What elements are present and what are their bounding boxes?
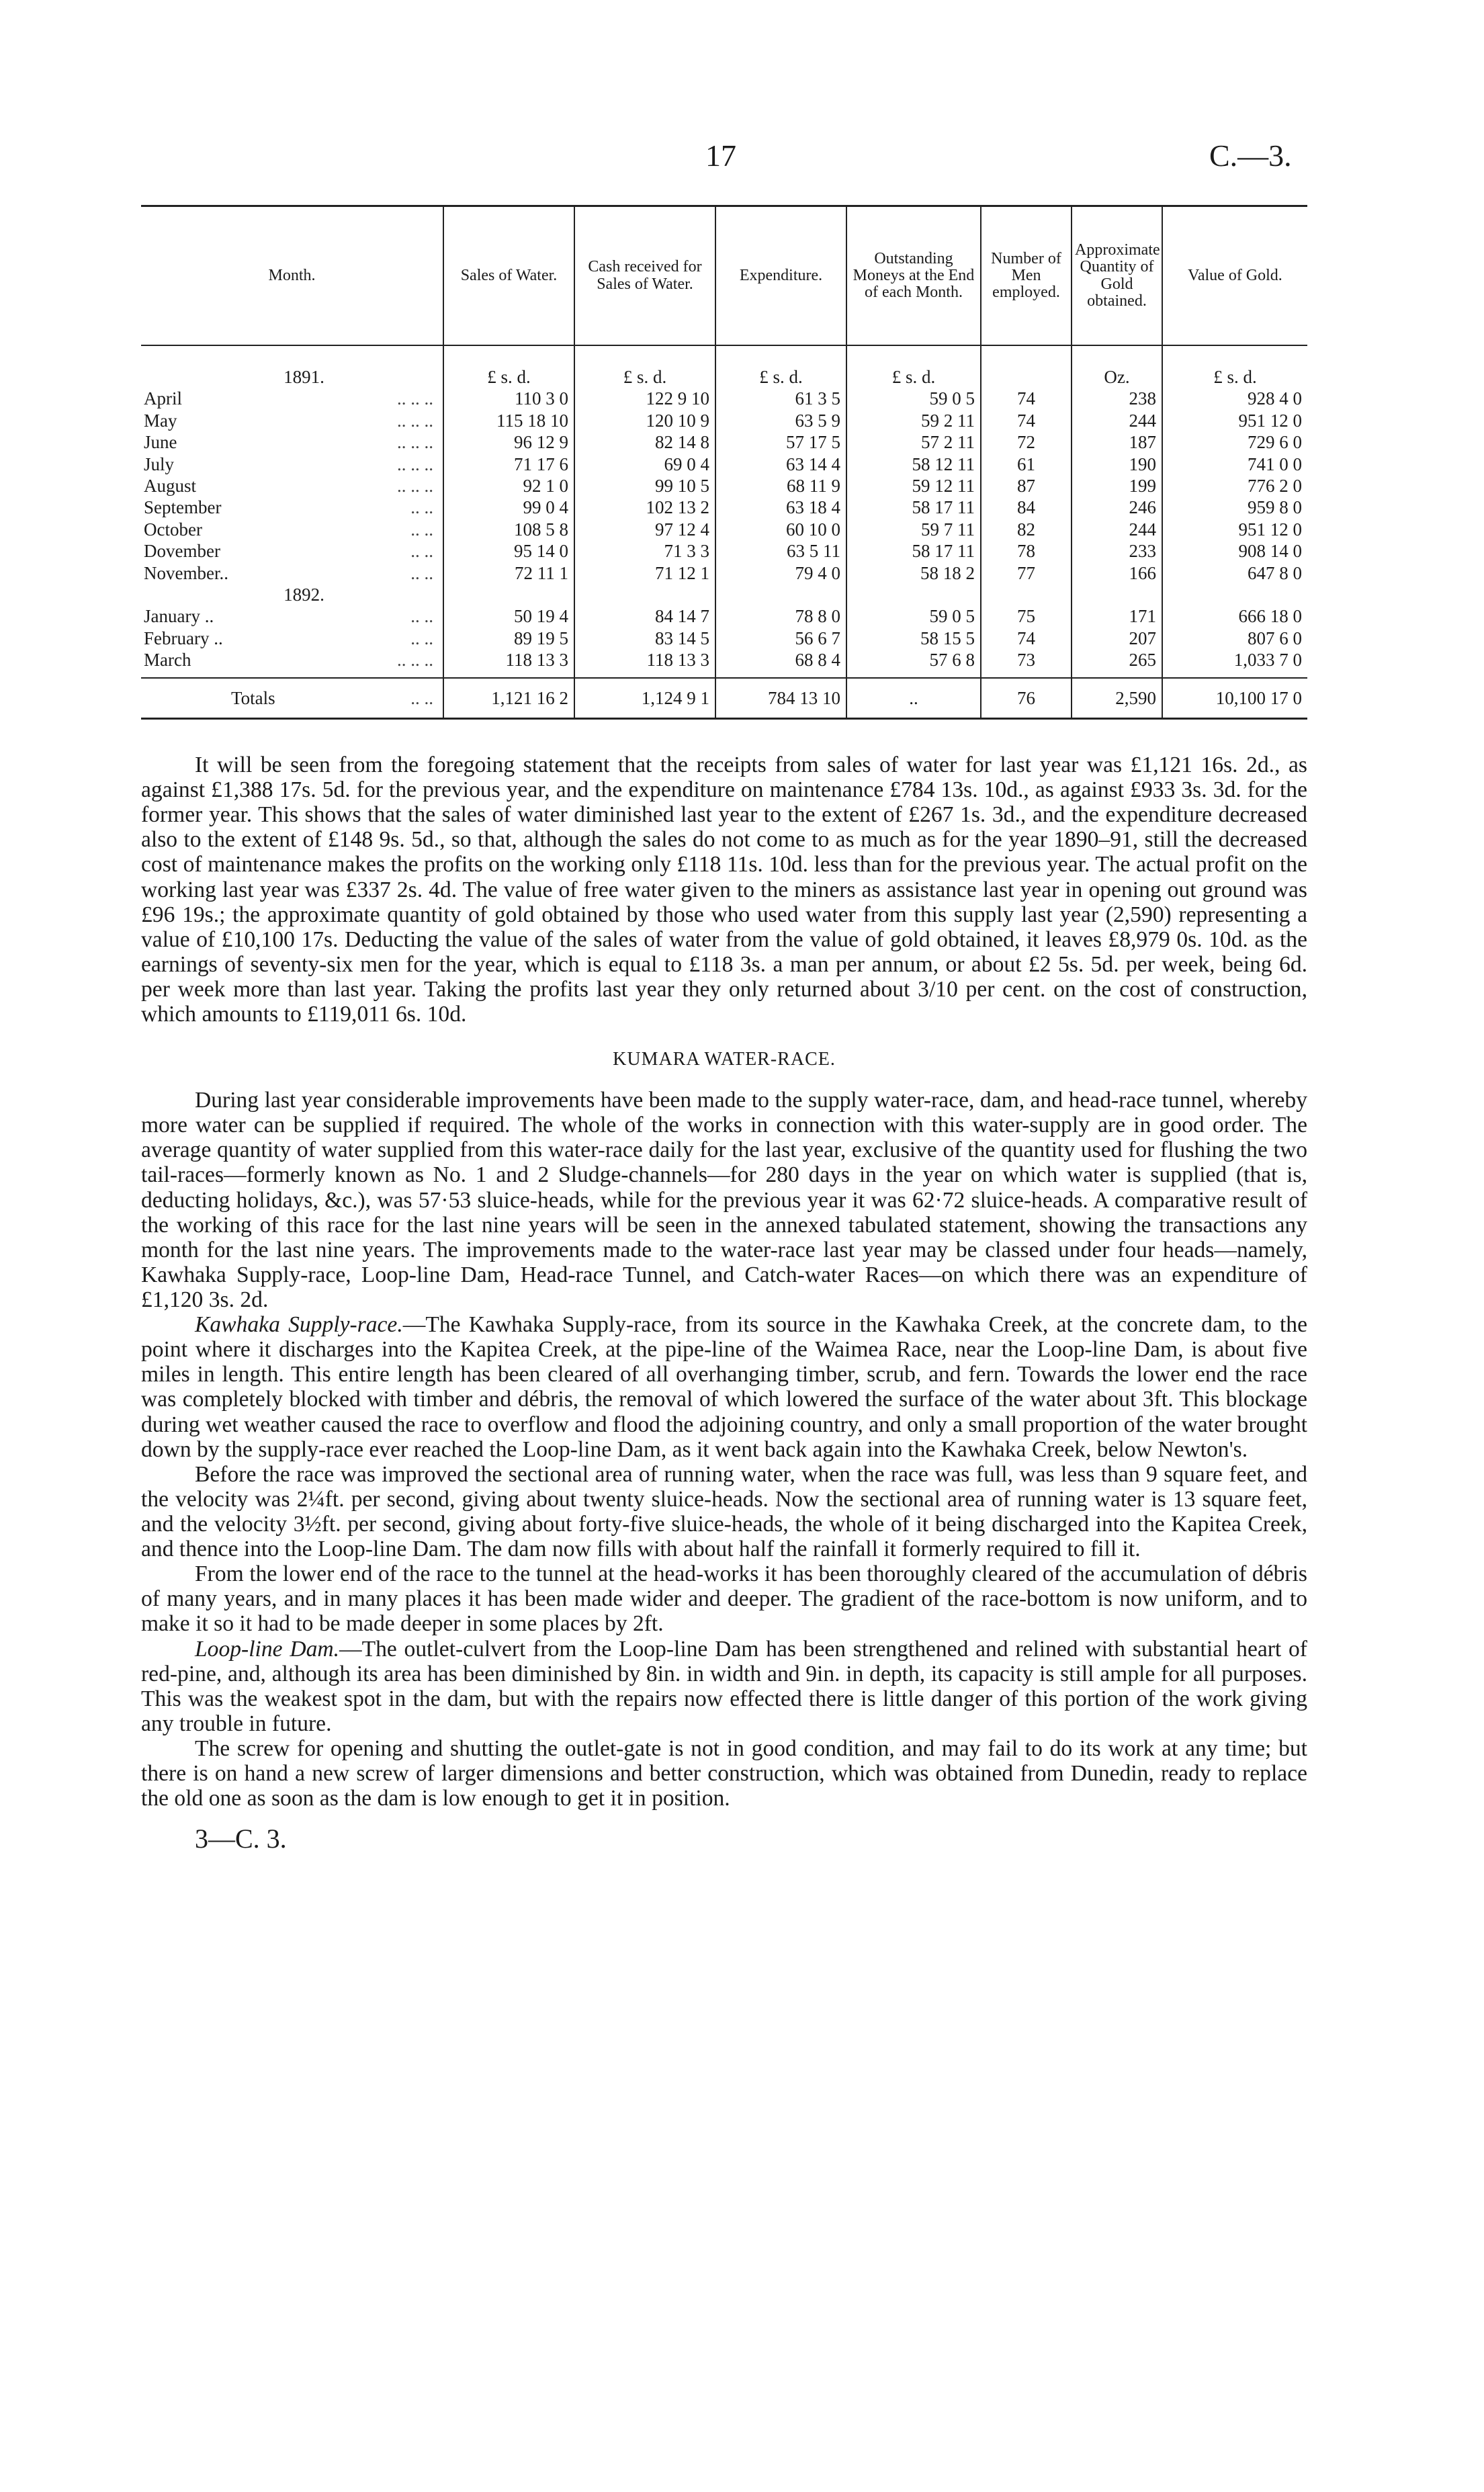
gold-quantity-cell: 265 xyxy=(1072,649,1162,678)
expenditure-cell: 63 18 4 xyxy=(715,497,846,518)
col-header-gold-value: Value of Gold. xyxy=(1162,207,1307,345)
men-cell: 77 xyxy=(981,562,1072,584)
gold-value-cell: 776 2 0 xyxy=(1162,475,1307,497)
col-header-cash: Cash received for Sales of Water. xyxy=(574,207,715,345)
gold-value-cell: 951 12 0 xyxy=(1162,519,1307,540)
gold-value-cell: 1,033 7 0 xyxy=(1162,649,1307,678)
totals-label: Totals xyxy=(231,688,275,709)
unit-label: £ s. d. xyxy=(574,345,715,388)
unit-label: £ s. d. xyxy=(846,345,981,388)
table-header-row xyxy=(141,207,1307,345)
paragraph-improvements: During last year considerable improvements have been made to the supply water-race, dam, and head-race tunnel, whereby more water can be supplied if required. The whole of the works in connection with this water-supply are in good order. The average quantity of water supplied from this water-race daily for the last year, exclusive of the quantity used for flushing the two tail-races—formerly known as No. 1 and 2 Sludge-channels—for 280 days in the year on which water is supplied (that is, deducting holidays, &c.), was 57·53 sluice-heads, while for the previous year it was 62·72 sluice-heads. A comparative result of the working of this race for the last nine years will be seen in the annexed tabulated statement, showing the transactions any month for the last nine years. The improvements made to the water-race last year may be classed under four heads—namely, Kawhaka Supply-race, Loop-line Dam, Head-race Tunnel, and Catch-water Races—on which there was an expenditure of £1,120 3s. 2d. xyxy=(141,1088,1307,1313)
men-cell: 82 xyxy=(981,519,1072,540)
sales-cell: 72 11 1 xyxy=(443,562,574,584)
paragraph-loop-line xyxy=(141,1637,1307,1736)
outstanding-cell: 58 12 11 xyxy=(846,454,981,475)
month-cell: November.. xyxy=(144,562,228,583)
gold-quantity-cell: 207 xyxy=(1072,628,1162,649)
outstanding-cell: 57 2 11 xyxy=(846,431,981,453)
men-cell: 87 xyxy=(981,475,1072,497)
cash-total: 1,124 9 1 xyxy=(574,678,715,718)
sales-cell: 92 1 0 xyxy=(443,475,574,497)
table-row: May .. .. .. 115 18 10 120 10 9 63 5 9 59 2 11 74 244 951 12 0 xyxy=(141,410,1307,431)
expenditure-cell: 63 14 4 xyxy=(715,454,846,475)
gold-quantity-cell: 166 xyxy=(1072,562,1162,584)
outstanding-cell: 58 18 2 xyxy=(846,562,981,584)
cash-cell: 120 10 9 xyxy=(574,410,715,431)
month-cell: August xyxy=(144,475,197,496)
cash-cell: 84 14 7 xyxy=(574,605,715,627)
table-row: June .. .. .. 96 12 9 82 14 8 57 17 5 57 2 11 72 187 729 6 0 xyxy=(141,431,1307,453)
month-cell: October xyxy=(144,519,202,540)
month-cell: Dovember xyxy=(144,541,220,562)
col-header-gold-quantity: Approximate Quantity of Gold obtained. xyxy=(1072,207,1162,345)
expenditure-cell: 68 8 4 xyxy=(715,649,846,678)
sales-cell: 96 12 9 xyxy=(443,431,574,453)
expenditure-cell: 56 6 7 xyxy=(715,628,846,649)
paragraph-debris: From the lower end of the race to the tunnel at the head-works it has been thoroughly cleared of the accumulation of débris of many years, and in many places it has been made wider and deeper. The gradient of the race-bottom is now uniform, and to make it so it had to be made deeper in some places by 2ft. xyxy=(141,1561,1307,1637)
gold-value-cell: 666 18 0 xyxy=(1162,605,1307,627)
cash-cell: 122 9 10 xyxy=(574,388,715,409)
outstanding-cell: 59 12 11 xyxy=(846,475,981,497)
col-header-expenditure: Expenditure. xyxy=(715,207,846,345)
paragraph-kawhaka xyxy=(141,1312,1307,1462)
col-header-month: Month. xyxy=(141,207,443,345)
gold-value-cell: 741 0 0 xyxy=(1162,454,1307,475)
men-cell: 74 xyxy=(981,410,1072,431)
gold-value-cell: 959 8 0 xyxy=(1162,497,1307,518)
month-cell: June xyxy=(144,432,177,453)
table-row: Dovember .. .. 95 14 0 71 3 3 63 5 11 58 17 11 78 233 908 14 0 xyxy=(141,540,1307,562)
men-cell: 74 xyxy=(981,628,1072,649)
cash-cell: 99 10 5 xyxy=(574,475,715,497)
expenditure-cell: 63 5 11 xyxy=(715,540,846,562)
table-row: November.. .. .. 72 11 1 71 12 1 79 4 0 58 18 2 77 166 647 8 0 xyxy=(141,562,1307,584)
year-label: 1891. xyxy=(283,367,324,387)
expenditure-cell: 78 8 0 xyxy=(715,605,846,627)
men-cell: 73 xyxy=(981,649,1072,678)
kawhaka-lead: Kawhaka Supply-race. xyxy=(195,1312,403,1338)
sales-cell: 108 5 8 xyxy=(443,519,574,540)
cash-cell: 102 13 2 xyxy=(574,497,715,518)
table-row: April .. .. .. 110 3 0 122 9 10 61 3 5 59 0 5 74 238 928 4 0 xyxy=(141,388,1307,409)
sales-cell: 50 19 4 xyxy=(443,605,574,627)
men-cell: 74 xyxy=(981,388,1072,409)
table-row: February .. .. .. 89 19 5 83 14 5 56 6 7 58 15 5 74 207 807 6 0 xyxy=(141,628,1307,649)
col-header-outstanding: Outstanding Moneys at the End of each Month. xyxy=(846,207,981,345)
table-row: October .. .. 108 5 8 97 12 4 60 10 0 59 7 11 82 244 951 12 0 xyxy=(141,519,1307,540)
outstanding-cell: 58 15 5 xyxy=(846,628,981,649)
year-label: 1892. xyxy=(283,584,324,605)
kawhaka-text: —The Kawhaka Supply-race, from its source in the Kawhaka Creek, at the concrete dam, to the point where it discharges into the Kapitea Creek, at the pipe-line of the Waimea Race, near the Loop-line Dam, is about five miles in length. This entire length has been cleared of all overhanging timber, scrub, and fern. Towards the lower end the race was completely blocked with timber and débris, the removal of which lowered the surface of the water about 3ft. This blockage during wet weather caused the race to overflow and flood the adjoining country, and only a small proportion of the water brought down by the supply-race ever reached the Loop-line Dam, as it went back again into the Kawhaka Creek, below Newton's. xyxy=(141,1312,1307,1462)
table-row: September .. .. 99 0 4 102 13 2 63 18 4 58 17 11 84 246 959 8 0 xyxy=(141,497,1307,518)
cash-cell: 69 0 4 xyxy=(574,454,715,475)
gold-quantity-cell: 233 xyxy=(1072,540,1162,562)
month-cell: July xyxy=(144,454,175,474)
month-cell: March xyxy=(144,650,191,671)
men-total: 76 xyxy=(981,678,1072,718)
loop-line-lead: Loop-line Dam. xyxy=(195,1636,340,1662)
gold-value-cell: 951 12 0 xyxy=(1162,410,1307,431)
unit-label: £ s. d. xyxy=(443,345,574,388)
gold-value-cell: 807 6 0 xyxy=(1162,628,1307,649)
sales-cell: 89 19 5 xyxy=(443,628,574,649)
col-header-sales: Sales of Water. xyxy=(443,207,574,345)
table-row: July .. .. .. 71 17 6 69 0 4 63 14 4 58 12 11 61 190 741 0 0 xyxy=(141,454,1307,475)
gold-quantity-cell: 246 xyxy=(1072,497,1162,518)
month-cell: February .. xyxy=(144,628,223,648)
outstanding-cell: 59 0 5 xyxy=(846,388,981,409)
cash-cell: 83 14 5 xyxy=(574,628,715,649)
document-reference: C.—3. xyxy=(1209,138,1292,173)
page-number: 17 xyxy=(705,138,736,173)
section-heading: KUMARA WATER-RACE. xyxy=(613,1049,836,1070)
table-row: January .. .. .. 50 19 4 84 14 7 78 8 0 59 0 5 75 171 666 18 0 xyxy=(141,605,1307,627)
water-sales-table xyxy=(141,205,1307,720)
outstanding-cell: 59 7 11 xyxy=(846,519,981,540)
sales-cell: 95 14 0 xyxy=(443,540,574,562)
men-cell: 75 xyxy=(981,605,1072,627)
gold-quantity-cell: 244 xyxy=(1072,410,1162,431)
month-cell: January .. xyxy=(144,606,214,627)
sales-cell: 118 13 3 xyxy=(443,649,574,678)
gold-quantity-cell: 199 xyxy=(1072,475,1162,497)
cash-cell: 97 12 4 xyxy=(574,519,715,540)
year-row xyxy=(141,584,1307,605)
gold-value-cell: 908 14 0 xyxy=(1162,540,1307,562)
expenditure-total: 784 13 10 xyxy=(715,678,846,718)
body-text xyxy=(141,753,1307,1854)
unit-label: Oz. xyxy=(1072,345,1162,388)
month-cell: April xyxy=(144,388,182,409)
cash-cell: 71 12 1 xyxy=(574,562,715,584)
unit-label: £ s. d. xyxy=(715,345,846,388)
month-cell: September xyxy=(144,497,222,518)
expenditure-cell: 79 4 0 xyxy=(715,562,846,584)
expenditure-cell: 57 17 5 xyxy=(715,431,846,453)
gold-quantity-cell: 190 xyxy=(1072,454,1162,475)
gold-value-cell: 647 8 0 xyxy=(1162,562,1307,584)
expenditure-cell: 68 11 9 xyxy=(715,475,846,497)
expenditure-cell: 61 3 5 xyxy=(715,388,846,409)
paragraph-profits: It will be seen from the foregoing statement that the receipts from sales of water for last year was £1,121 16s. 2d., as against £1,388 17s. 5d. for the previous year, and the expenditure on maintenance £784 13s. 10d., as against £933 3s. 3d. for the former year. This shows that the sales of water diminished last year to the extent of £267 1s. 3d., and the expenditure decreased also to the extent of £148 9s. 5d., so that, although the sales do not come to as much as for the year 1890–91, still the decreased cost of maintenance makes the profits on the working only £118 11s. 10d. less than for the previous year. The actual profit on the working last year was £337 2s. 4d. The value of free water given to the miners as assistance last year in opening out ground was £96 19s.; the approximate quantity of gold obtained by those who used water from this supply last year (2,590) representing a value of £10,100 17s. Deducting the value of the sales of water from the value of gold obtained, it leaves £8,979 0s. 10d. as the earnings of seventy-six men for the year, which is equal to £118 3s. a man per annum, or about £2 5s. 5d. per week, being 6d. per week more than last year. Taking the profits last year they only returned about 3/10 per cent. on the cost of construction, which amounts to £119,011 6s. 10d. xyxy=(141,753,1307,1027)
sales-cell: 71 17 6 xyxy=(443,454,574,475)
table-row: August .. .. .. 92 1 0 99 10 5 68 11 9 59 12 11 87 199 776 2 0 xyxy=(141,475,1307,497)
men-cell: 61 xyxy=(981,454,1072,475)
month-cell: May xyxy=(144,410,177,431)
paragraph-sectional-area: Before the race was improved the sectional area of running water, when the race was full, was less than 9 square feet, and the velocity was 2¼ft. per second, giving about twenty sluice-heads. Now the sectional area of running water is 13 square feet, and the velocity 3½ft. per second, giving about forty-five sluice-heads, the whole of it being discharged into the Kapitea Creek, and thence into the Loop-line Dam. The dam now fills with about half the rainfall it formerly required to fill it. xyxy=(141,1461,1307,1562)
gold-quantity-total: 2,590 xyxy=(1072,678,1162,718)
gold-value-cell: 729 6 0 xyxy=(1162,431,1307,453)
col-header-men: Number of Men employed. xyxy=(981,207,1072,345)
totals-row: Totals .. .. 1,121 16 2 1,124 9 1 784 13 10 .. 76 2,590 10,100 17 0 xyxy=(141,678,1307,718)
sales-cell: 110 3 0 xyxy=(443,388,574,409)
page-footer-ref: 3—C. 3. xyxy=(195,1823,287,1854)
gold-quantity-cell: 171 xyxy=(1072,605,1162,627)
sales-cell: 115 18 10 xyxy=(443,410,574,431)
outstanding-cell: 59 0 5 xyxy=(846,605,981,627)
unit-label: £ s. d. xyxy=(1162,345,1307,388)
paragraph-screw: The screw for opening and shutting the outlet-gate is not in good condition, and may fail to do its work at any time; but there is on hand a new screw of larger dimensions and better construction, which was obtained from Dunedin, ready to replace the old one as soon as the dam is low enough to get it in position. xyxy=(141,1735,1307,1811)
men-cell: 78 xyxy=(981,540,1072,562)
gold-value-cell: 928 4 0 xyxy=(1162,388,1307,409)
cash-cell: 71 3 3 xyxy=(574,540,715,562)
outstanding-cell: 59 2 11 xyxy=(846,410,981,431)
gold-value-total: 10,100 17 0 xyxy=(1162,678,1307,718)
loop-line-text: —The outlet-culvert from the Loop-line Dam has been strengthened and relined with substantial heart of red-pine, and, although its area has been diminished by 8in. in width and 9in. in depth, its capacity is still ample for all purposes. This was the weakest spot in the dam, but with the repairs now effected there is little danger of this portion of the work giving any trouble in future. xyxy=(141,1636,1307,1736)
men-cell: 72 xyxy=(981,431,1072,453)
outstanding-cell: 58 17 11 xyxy=(846,497,981,518)
units-row xyxy=(141,345,1307,388)
sales-total: 1,121 16 2 xyxy=(443,678,574,718)
gold-quantity-cell: 187 xyxy=(1072,431,1162,453)
outstanding-cell: 58 17 11 xyxy=(846,540,981,562)
gold-quantity-cell: 238 xyxy=(1072,388,1162,409)
cash-cell: 118 13 3 xyxy=(574,649,715,678)
expenditure-cell: 63 5 9 xyxy=(715,410,846,431)
table-row: March .. .. .. 118 13 3 118 13 3 68 8 4 57 6 8 73 265 1,033 7 0 xyxy=(141,649,1307,678)
outstanding-total: .. xyxy=(846,678,981,718)
cash-cell: 82 14 8 xyxy=(574,431,715,453)
expenditure-cell: 60 10 0 xyxy=(715,519,846,540)
outstanding-cell: 57 6 8 xyxy=(846,649,981,678)
men-cell: 84 xyxy=(981,497,1072,518)
gold-quantity-cell: 244 xyxy=(1072,519,1162,540)
sales-cell: 99 0 4 xyxy=(443,497,574,518)
